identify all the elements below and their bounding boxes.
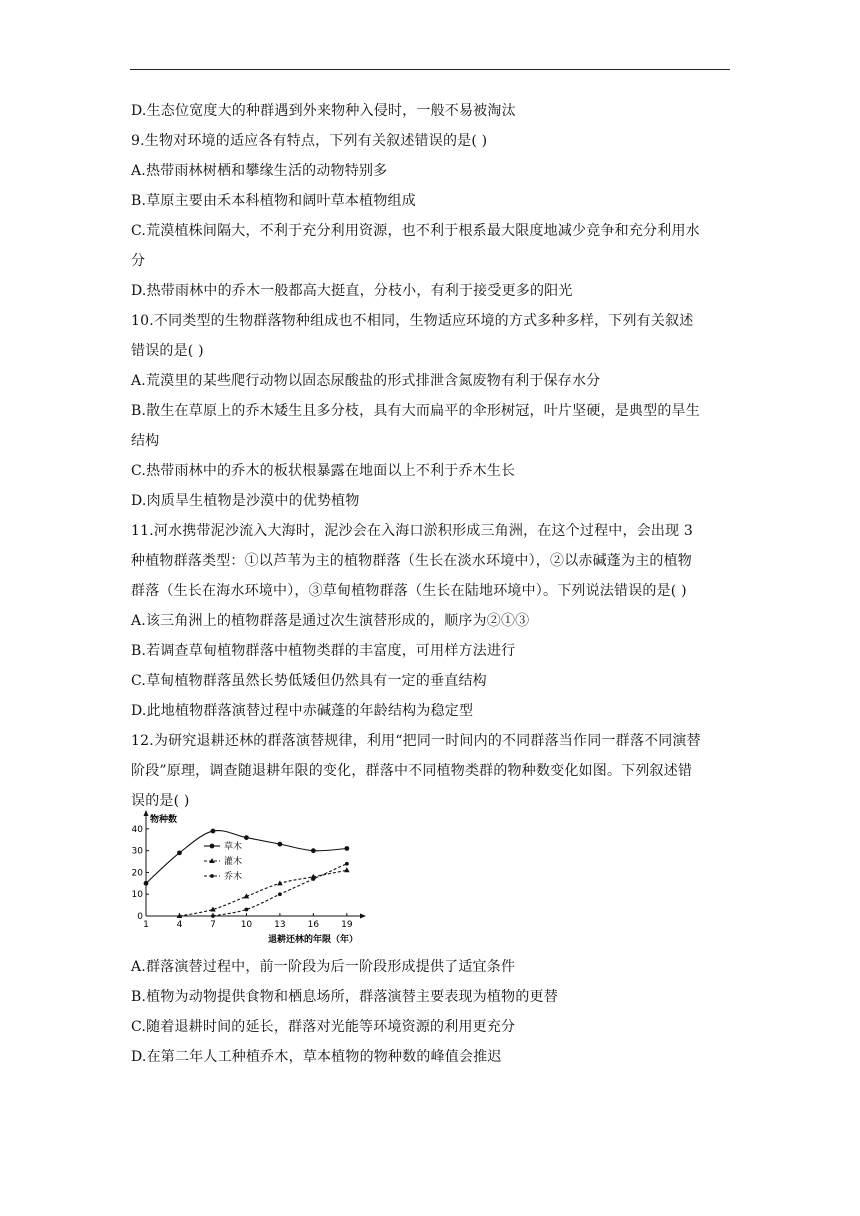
q10-option-a: A.荒漠里的某些爬行动物以固态尿酸盐的形式排泄含氮废物有利于保存水分 (131, 373, 601, 389)
q12-stem-cont-1: 阶段”原理，调查随退耕年限的变化，群落中不同植物类群的物种数变化如图。下列叙述错 (131, 763, 693, 779)
chart-y-label: 物种数 (150, 815, 178, 825)
legend-marker-tree (210, 874, 214, 878)
questions-lower (131, 952, 741, 1072)
legend-label-herb: 草木 (224, 842, 243, 852)
x-tick-label: 13 (274, 920, 286, 930)
q11-stem-cont-2: 群落（生长在海水环境中），③草甸植物群落（生长在陆地环境中）。下列说法错误的是( ) (131, 583, 687, 599)
q12-option-b: B.植物为动物提供食物和栖息场所，群落演替主要表现为植物的更替 (131, 989, 558, 1005)
q9-option-c-cont: 分 (131, 253, 146, 269)
q10-stem-cont: 错误的是( ) (131, 343, 204, 359)
data-point-tree (211, 914, 215, 918)
x-axis-arrow (360, 914, 366, 919)
legend-label-shrub: 灌木 (224, 857, 243, 867)
x-tick-label: 16 (307, 920, 320, 930)
y-tick-label: 40 (131, 824, 143, 835)
q9-option-d: D.热带雨林中的乔木一般都高大挺直，分枝小，有利于接受更多的阳光 (131, 283, 573, 299)
data-point-herb (244, 835, 249, 840)
data-point-herb (211, 829, 216, 834)
data-point-tree (278, 892, 282, 896)
species-chart-svg (128, 808, 378, 950)
chart-x-label: 退耕还林的年限（年） (268, 935, 359, 945)
data-point-herb (144, 881, 149, 886)
x-tick-label: 7 (210, 920, 216, 930)
q11-option-b: B.若调查草甸植物群落中植物类群的丰富度，可用样方法进行 (131, 643, 516, 659)
q11-option-c: C.草甸植物群落虽然长势低矮但仍然具有一定的垂直结构 (131, 673, 487, 689)
data-point-tree (345, 862, 349, 866)
data-point-shrub (344, 867, 350, 872)
q10-option-c: C.热带雨林中的乔木的板状根暴露在地面以上不利于乔木生长 (131, 463, 516, 479)
q12-stem-cont-2: 误的是( ) (131, 793, 190, 809)
questions-upper (131, 96, 741, 816)
q8-option-d: D.生态位宽度大的种群遇到外来物种入侵时，一般不易被淘汰 (131, 103, 516, 119)
q12-option-d: D.在第二年人工种植乔木，草本植物的物种数的峰值会推迟 (131, 1049, 502, 1065)
y-tick-label: 30 (131, 846, 143, 857)
x-tick-label: 19 (341, 920, 353, 930)
data-point-herb (344, 846, 349, 851)
q9-option-c: C.荒漠植株间隔大，不利于充分利用资源，也不利于根系最大限度地减少竞争和充分利用水 (131, 223, 700, 239)
q9-option-a: A.热带雨林树栖和攀缘生活的动物特别多 (131, 163, 388, 179)
q11-option-d: D.此地植物群落演替过程中赤碱蓬的年龄结构为稳定型 (131, 703, 474, 719)
q11-stem: 11.河水携带泥沙流入大海时，泥沙会在入海口淤积形成三角洲，在这个过程中，会出现 3 (131, 523, 694, 539)
x-tick-label: 4 (176, 920, 183, 930)
series-line-shrub (179, 870, 346, 916)
q10-option-b: B.散生在草原上的乔木矮生且多分枝，具有大而扁平的伞形树冠，叶片坚硬，是典型的旱生 (131, 403, 700, 419)
data-point-tree (311, 877, 315, 881)
q11-option-a: A.该三角洲上的植物群落是通过次生演替形成的，顺序为②①③ (131, 613, 530, 629)
q10-option-d: D.肉质旱生植物是沙漠中的优势植物 (131, 493, 360, 509)
data-point-tree (245, 908, 249, 912)
q9-stem: 9.生物对环境的适应各有特点，下列有关叙述错误的是( ) (131, 133, 488, 149)
q10-option-b-cont: 结构 (131, 433, 160, 449)
y-axis-arrow (144, 810, 149, 816)
x-tick-label: 1 (143, 920, 149, 930)
species-chart (128, 808, 378, 950)
legend-label-tree: 乔木 (224, 872, 243, 882)
x-tick-label: 10 (240, 920, 253, 930)
q9-option-b: B.草原主要由禾本科植物和阔叶草本植物组成 (131, 193, 416, 209)
y-tick-label: 20 (131, 868, 143, 879)
q12-option-c: C.随着退耕时间的延长，群落对光能等环境资源的利用更充分 (131, 1019, 516, 1035)
data-point-herb (177, 850, 182, 855)
y-tick-label: 10 (131, 890, 143, 901)
q11-stem-cont-1: 种植物群落类型：①以芦苇为主的植物群落（生长在淡水环境中），②以赤碱蓬为主的植物 (131, 553, 692, 569)
q10-stem: 10.不同类型的生物群落物种组成也不相同，生物适应环境的方式多种多样，下列有关叙述 (131, 313, 694, 329)
header-rule (130, 69, 730, 70)
q12-stem: 12.为研究退耕还林的群落演替规律，利用“把同一时间内的不同群落当作同一群落不同演替 (131, 733, 701, 749)
q12-option-a: A.群落演替过程中，前一阶段为后一阶段形成提供了适宜条件 (131, 959, 516, 975)
data-point-herb (311, 848, 316, 853)
data-point-herb (277, 842, 282, 847)
legend-marker-herb (210, 844, 215, 849)
y-tick-label: 0 (137, 912, 143, 922)
